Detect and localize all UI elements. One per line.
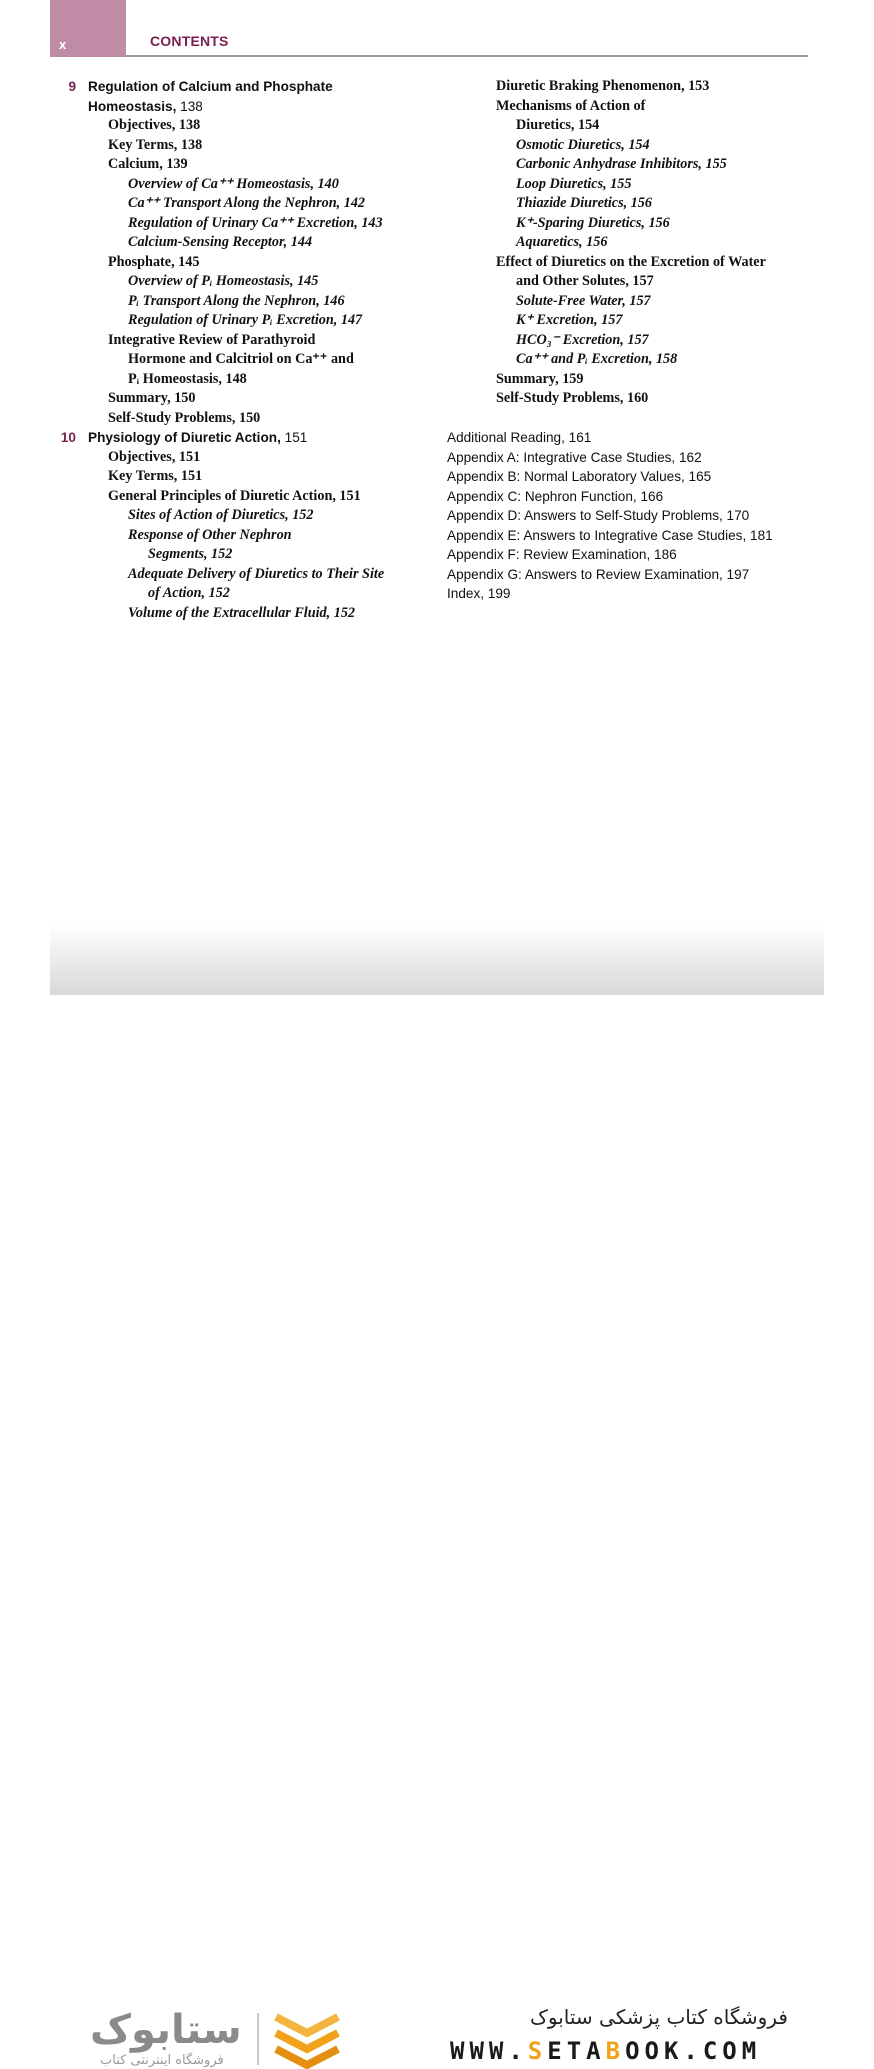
toc-subsection-entry: Pᵢ Transport Along the Nephron, 146: [128, 292, 345, 309]
toc-section-entry: Summary, 150: [108, 390, 196, 406]
toc-subsection-entry: Segments, 152: [148, 546, 233, 562]
toc-subsection-entry: Overview of Ca⁺⁺ Homeostasis, 140: [128, 175, 339, 192]
toc-subsection-entry: Response of Other Nephron: [128, 526, 292, 543]
toc-section-entry: and Other Solutes, 157: [516, 273, 654, 289]
toc-backmatter-entry: Appendix G: Answers to Review Examination, 197: [447, 566, 750, 582]
toc-section-entry: Effect of Diuretics on the Excretion of Water: [496, 253, 766, 270]
logo-divider: [257, 2013, 259, 2065]
toc-subsection-entry: of Action, 152: [148, 585, 230, 601]
toc-section-entry: Hormone and Calcitriol on Ca⁺⁺ and: [128, 351, 354, 367]
page-bottom-shadow: [50, 925, 824, 995]
toc-subsection-entry: Volume of the Extracellular Fluid, 152: [128, 604, 356, 621]
chapter-page: 151: [280, 430, 308, 445]
toc-backmatter-entry: Appendix A: Integrative Case Studies, 162: [447, 449, 702, 465]
url-part-1: WWW.: [450, 2037, 528, 2065]
toc-subsection-entry: Overview of Pᵢ Homeostasis, 145: [128, 273, 319, 289]
header-rule: [126, 55, 808, 57]
chapter-title: Regulation of Calcium and Phosphate: [88, 79, 333, 94]
toc-section-entry: Calcium, 139: [108, 156, 188, 172]
toc-chapter-heading: [58, 428, 438, 448]
toc-section-entry: Self-Study Problems, 150: [108, 409, 261, 426]
store-name: فروشگاه کتاب پزشکی ستابوک: [530, 2005, 788, 2029]
toc-backmatter-entry: Appendix B: Normal Laboratory Values, 165: [447, 469, 712, 484]
toc-backmatter-entry: Appendix E: Answers to Integrative Case Studies, 181: [447, 527, 773, 543]
toc-section-entry: Pᵢ Homeostasis, 148: [128, 370, 247, 387]
toc-subsection-entry: Thiazide Diuretics, 156: [516, 195, 652, 211]
toc-subsection-entry: K⁺-Sparing Diuretics, 156: [516, 214, 670, 231]
url-part-3: ETA: [547, 2037, 606, 2065]
toc-section-entry: Objectives, 138: [108, 117, 201, 133]
toc-spacer: [447, 409, 807, 429]
toc-section-entry: Self-Study Problems, 160: [496, 390, 649, 406]
footer-advertisement: [0, 995, 874, 2068]
store-url[interactable]: [450, 2037, 761, 2065]
toc-section-entry: Key Terms, 138: [108, 136, 203, 153]
toc-section-entry: Mechanisms of Action of: [496, 97, 646, 114]
url-part-2: S: [527, 2037, 548, 2065]
toc-section-entry: General Principles of Diuretic Action, 151: [108, 487, 361, 504]
page-title: CONTENTS: [150, 33, 229, 49]
toc-subsection-entry: HCO₃⁻ Excretion, 157: [516, 331, 649, 348]
toc-chapter-heading-cont: [58, 97, 438, 117]
chapter-title: Physiology of Diuretic Action,: [88, 430, 281, 445]
toc-section-entry: Diuretics, 154: [516, 117, 600, 133]
toc-subsection-entry: Regulation of Urinary Pᵢ Excretion, 147: [128, 312, 363, 328]
toc-subsection-entry: Ca⁺⁺ and Pᵢ Excretion, 158: [516, 351, 678, 367]
toc-section-entry: Diuretic Braking Phenomenon, 153: [496, 78, 710, 94]
toc-right-column: [447, 77, 807, 604]
brand-logo-text: ستابوک: [90, 2007, 242, 2053]
toc-subsection-entry: Calcium-Sensing Receptor, 144: [128, 234, 313, 250]
toc-section-entry: Key Terms, 151: [108, 468, 203, 484]
chapter-number: 9: [68, 79, 76, 94]
toc-chapter-heading: [58, 77, 438, 97]
toc-section-entry: Phosphate, 145: [108, 253, 200, 270]
toc-subsection-entry: Regulation of Urinary Ca⁺⁺ Excretion, 143: [128, 214, 383, 231]
toc-subsection-entry: Sites of Action of Diuretics, 152: [128, 507, 314, 523]
toc-left-column: [58, 77, 438, 623]
url-part-5: OOK.COM: [625, 2037, 762, 2065]
toc-section-entry: Summary, 159: [496, 370, 584, 387]
toc-backmatter-entry: Appendix F: Review Examination, 186: [447, 547, 677, 562]
toc-subsection-entry: Osmotic Diuretics, 154: [516, 136, 650, 153]
toc-subsection-entry: Aquaretics, 156: [516, 234, 608, 250]
toc-subsection-entry: Adequate Delivery of Diuretics to Their Site: [128, 565, 385, 582]
toc-section-entry: Objectives, 151: [108, 448, 201, 465]
chapter-page: 138: [176, 98, 203, 114]
toc-subsection-entry: Ca⁺⁺ Transport Along the Nephron, 142: [128, 195, 366, 211]
chapter-number: 10: [60, 430, 76, 445]
toc-backmatter-entry: Appendix C: Nephron Function, 166: [447, 488, 664, 504]
chapter-title: Homeostasis,: [88, 98, 177, 114]
toc-backmatter-entry: Additional Reading, 161: [447, 430, 592, 445]
brand-logo-subtitle: فروشگاه اینترنتی کتاب: [100, 2053, 224, 2068]
book-stack-icon: [272, 2011, 342, 2069]
toc-subsection-entry: Loop Diuretics, 155: [516, 175, 632, 192]
page-numeral: x: [59, 37, 67, 52]
toc-section-entry: Integrative Review of Parathyroid: [108, 331, 316, 348]
url-part-4: B: [605, 2037, 626, 2065]
toc-backmatter-entry: Index, 199: [447, 586, 511, 601]
toc-subsection-entry: K⁺ Excretion, 157: [516, 312, 623, 328]
toc-backmatter-entry: Appendix D: Answers to Self-Study Problems, 170: [447, 508, 750, 523]
toc-subsection-entry: Carbonic Anhydrase Inhibitors, 155: [516, 156, 727, 172]
toc-subsection-entry: Solute-Free Water, 157: [516, 292, 651, 309]
